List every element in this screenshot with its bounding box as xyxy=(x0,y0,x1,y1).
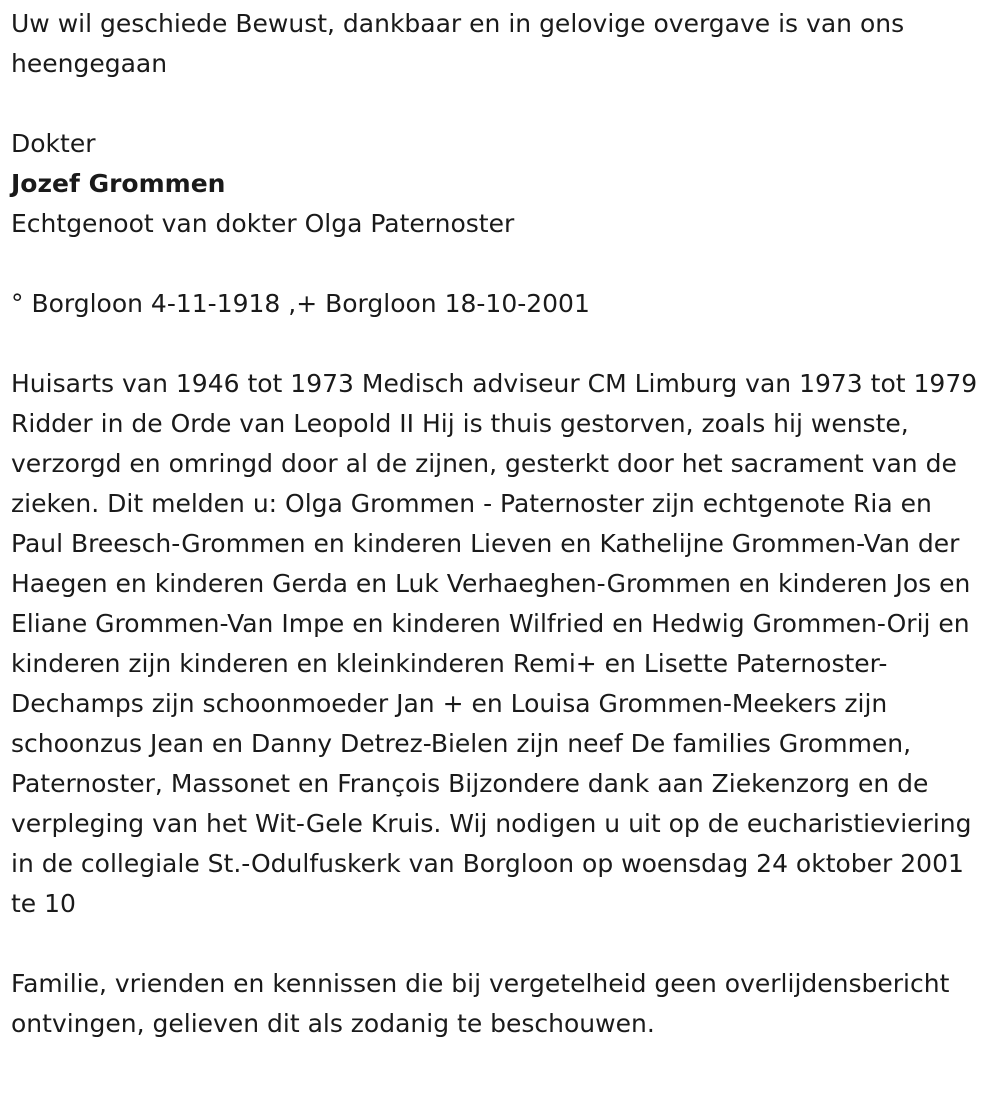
birth-death-dates: ° Borgloon 4-11-1918 ,+ Borgloon 18-10-2001 xyxy=(11,289,590,318)
notice-body: Huisarts van 1946 tot 1973 Medisch adviseur CM Limburg van 1973 tot 1979 Ridder in de Orde van Leopold II Hij is thuis gestorven, zoals hij wenste, verzorgd en omringd door al de zijnen, gesterkt door het sacrament van de zieken. Dit melden u: Olga Grommen - Paternoster zijn echtgenote Ria en Paul Breesch-Grommen en kinderen Lieven en Kathelijne Grommen-Van der Haegen en kinderen Gerda en Luk Verhaeghen-Grommen en kinderen Jos en Eliane Grommen-Van Impe en kinderen Wilfried en Hedwig Grommen-Orij en kinderen zijn kinderen en kleinkinderen Remi+ en Lisette Paternoster-Dechamps zijn schoonmoeder Jan + en Louisa Grommen-Meekers zijn schoonzus Jean en Danny Detrez-Bielen zijn neef De families Grommen, Paternoster, Massonet en François Bijzondere dank aan Ziekenzorg en de verpleging van het Wit-Gele Kruis. Wij nodigen u uit op de eucharistieviering in de collegiale St.-Odulfuskerk van Borgloon op woensdag 24 oktober 2001 te 10 xyxy=(11,369,978,918)
deceased-name: Jozef Grommen xyxy=(11,169,226,198)
title-prefix: Dokter xyxy=(11,129,96,158)
spacer xyxy=(11,84,990,124)
spacer xyxy=(11,244,990,284)
closing-text: Familie, vrienden en kennissen die bij vergetelheid geen overlijdensbericht ontvingen, gelieven dit als zodanig te beschouwen. xyxy=(11,969,950,1038)
spouse-line: Echtgenoot van dokter Olga Paternoster xyxy=(11,209,515,238)
spacer xyxy=(11,324,990,364)
spacer xyxy=(11,924,990,964)
intro-text: Uw wil geschiede Bewust, dankbaar en in gelovige overgave is van ons heengegaan xyxy=(11,9,905,78)
